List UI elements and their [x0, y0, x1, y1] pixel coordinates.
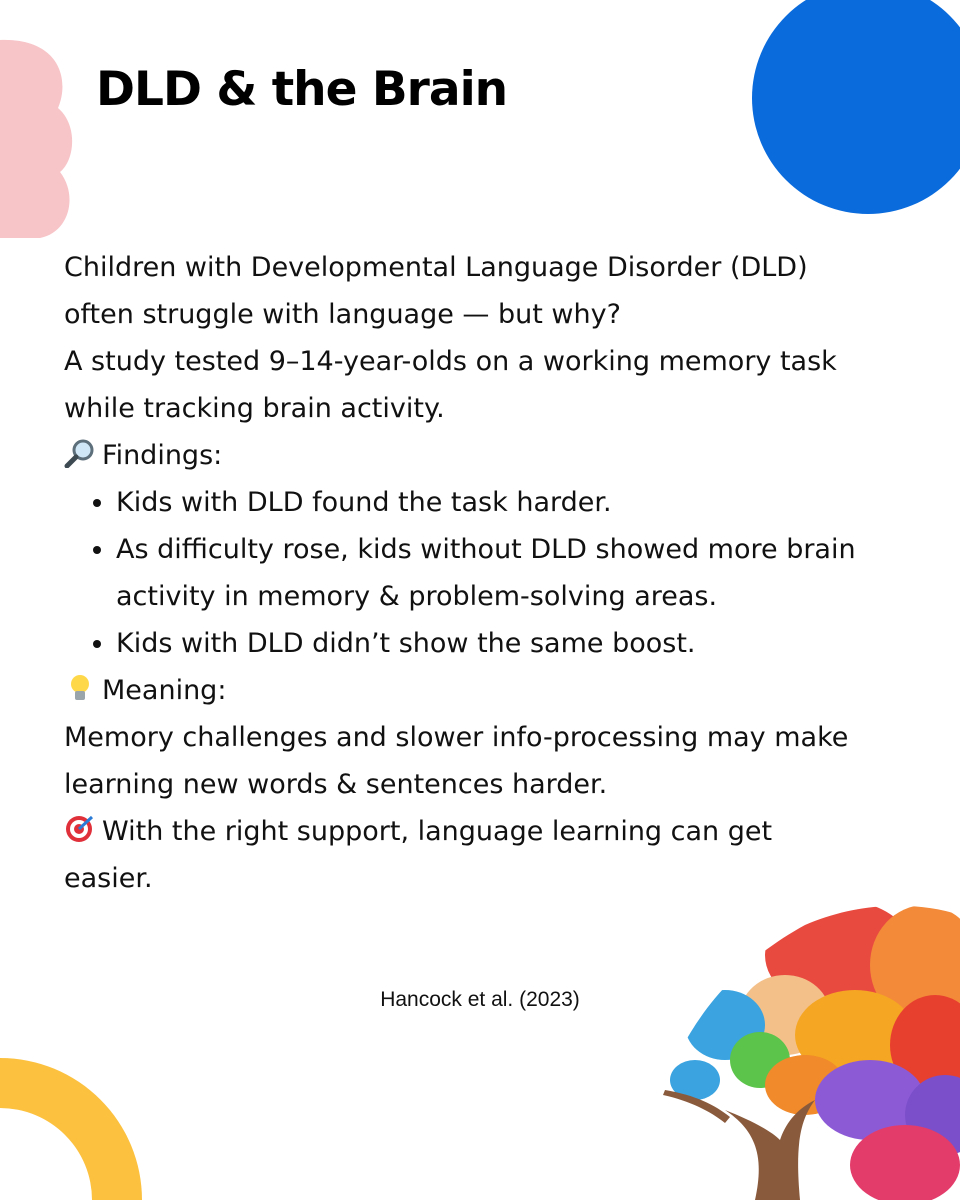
findings-item: • As difficulty rose, kids without DLD showed more brain activity in memory & problem-solving areas. — [116, 526, 864, 620]
support-text: With the right support, language learning can get easier. — [64, 816, 773, 894]
intro-paragraph-1: Children with Developmental Language Disorder (DLD) often struggle with language — but why? — [64, 252, 808, 330]
magnifying-glass-icon — [64, 438, 96, 468]
citation: Hancock et al. (2023) — [380, 988, 580, 1011]
brain-tree-illustration — [655, 895, 960, 1200]
meaning-text: Memory challenges and slower info-processing may make learning new words & sentences harder. — [64, 722, 849, 800]
page-title: DLD & the Brain — [96, 62, 508, 117]
pink-scallop-decoration — [0, 0, 80, 250]
support-line — [64, 808, 864, 902]
findings-item: • Kids with DLD found the task harder. — [116, 479, 864, 526]
meaning-label: Meaning: — [102, 675, 227, 706]
findings-list — [64, 479, 864, 667]
light-bulb-icon — [64, 673, 96, 703]
intro-paragraph-2: A study tested 9–14-year-olds on a working memory task while tracking brain activity. — [64, 346, 837, 424]
findings-heading — [64, 432, 864, 479]
findings-label: Findings: — [102, 440, 223, 471]
yellow-arc-decoration — [0, 1050, 150, 1200]
article-body — [64, 244, 864, 902]
yellow-arc-shape — [0, 1058, 142, 1200]
findings-item: • Kids with DLD didn’t show the same boost. — [116, 620, 864, 667]
pink-scallop-shape — [0, 40, 72, 238]
target-icon — [64, 814, 96, 844]
blue-circle-decoration — [752, 0, 960, 214]
meaning-heading — [64, 667, 864, 714]
